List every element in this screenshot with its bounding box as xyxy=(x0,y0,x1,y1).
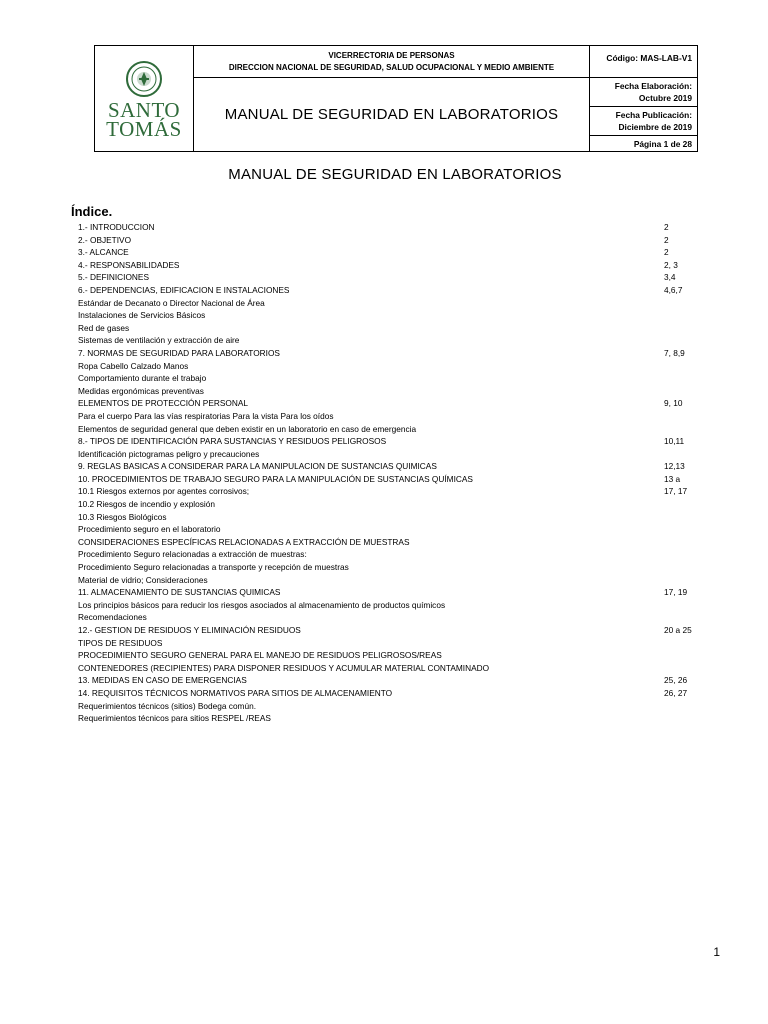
toc-entry-page: 2, 3 xyxy=(664,259,678,270)
toc-entry-title: 13. MEDIDAS EN CASO DE EMERGENCIAS xyxy=(78,675,247,686)
toc-entry xyxy=(78,498,718,511)
toc-entry-page: 3,4 xyxy=(664,272,676,283)
toc-entry xyxy=(78,574,718,587)
toc-entry-page: 2 xyxy=(664,247,669,258)
toc-entry-title: Requerimientos técnicos para sitios RESPEL /REAS xyxy=(78,713,271,724)
toc-entry-page: 2 xyxy=(664,222,669,232)
toc-entry-title: Red de gases xyxy=(78,322,130,333)
toc-entry-title: 10.1 Riesgos externos por agentes corrosivos; xyxy=(78,486,250,497)
toc-entry xyxy=(78,372,718,385)
index-heading: Índice. xyxy=(71,204,113,219)
toc-entry-title: Recomendaciones xyxy=(78,612,147,623)
toc-entry xyxy=(78,687,718,700)
toc-entry xyxy=(78,700,718,713)
seal-icon xyxy=(126,61,162,97)
toc-entry xyxy=(78,448,718,461)
toc-entry xyxy=(78,712,718,725)
toc-entry xyxy=(78,221,718,234)
org-line-2: DIRECCION NACIONAL DE SEGURIDAD, SALUD OCUPACIONAL Y MEDIO AMBIENTE xyxy=(228,62,555,72)
toc-entry-title: 12.- GESTION DE RESIDUOS Y ELIMINACIÓN RESIDUOS xyxy=(78,625,301,635)
document-code: Código: MAS-LAB-V1 xyxy=(606,53,692,63)
toc-entry xyxy=(78,523,718,536)
fecha-elaboracion xyxy=(590,78,697,107)
toc-entry-page: 9, 10 xyxy=(664,398,683,409)
toc-entry xyxy=(78,322,718,335)
document-header xyxy=(94,45,698,152)
table-of-contents xyxy=(78,221,718,725)
toc-entry-title: 4.- RESPONSABILIDADES xyxy=(78,259,180,270)
toc-entry-page: 4,6,7 xyxy=(664,284,683,295)
logo-block xyxy=(95,46,194,152)
toc-entry-title: 14. REQUISITOS TÉCNICOS NORMATIVOS PARA SITIOS DE ALMACENAMIENTO xyxy=(78,687,393,698)
page-count-cell xyxy=(590,136,698,152)
toc-entry xyxy=(78,397,718,410)
toc-entry-title: CONTENEDORES (RECIPIENTES) PARA DISPONER RESIDUOS Y ACUMULAR MATERIAL CONTAMINADO xyxy=(78,662,490,673)
toc-entry-title: Identificación pictogramas peligro y precauciones xyxy=(78,448,260,459)
toc-entry-title: TIPOS DE RESIDUOS xyxy=(78,637,163,648)
toc-entry-title: 2.- OBJETIVO xyxy=(78,234,132,245)
toc-entry xyxy=(78,234,718,247)
toc-entry xyxy=(78,246,718,259)
toc-entry xyxy=(78,662,718,675)
toc-entry-page: 20 a 25 xyxy=(664,625,692,635)
toc-entry xyxy=(78,423,718,436)
toc-entry-title: Medidas ergonómicas preventivas xyxy=(78,385,204,396)
toc-entry-title: Los principios básicos para reducir los riesgos asociados al almacenamiento de productos químicos xyxy=(78,599,446,610)
toc-entry-title: 1.- INTRODUCCION xyxy=(78,222,155,232)
toc-entry-title: Material de vidrio; Consideraciones xyxy=(78,574,208,585)
toc-entry-title: CONSIDERACIONES ESPECÍFICAS RELACIONADAS A EXTRACCIÓN DE MUESTRAS xyxy=(78,536,410,547)
toc-entry-title: 3.- ALCANCE xyxy=(78,247,129,258)
fecha-elaboracion-value: Octubre 2019 xyxy=(638,93,692,103)
toc-entry-title: Instalaciones de Servicios Básicos xyxy=(78,310,206,321)
toc-entry xyxy=(78,536,718,549)
toc-entry xyxy=(78,548,718,561)
toc-entry-title: Procedimiento seguro en el laboratorio xyxy=(78,524,221,535)
toc-entry-title: Elementos de seguridad general que deben existir en un laboratorio en caso de emergencia xyxy=(78,423,417,434)
toc-entry-title: ELEMENTOS DE PROTECCIÓN PERSONAL xyxy=(78,398,248,409)
toc-entry xyxy=(78,637,718,650)
toc-entry-title: 11. ALMACENAMIENTO DE SUSTANCIAS QUIMICAS xyxy=(78,587,281,598)
toc-entry-page: 17, 17 xyxy=(664,486,688,497)
toc-entry-page: 10,11 xyxy=(664,436,685,447)
toc-entry-title: Para el cuerpo Para las vías respiratorias Para la vista Para los oídos xyxy=(78,410,334,421)
toc-entry-title: 7. NORMAS DE SEGURIDAD PARA LABORATORIOS xyxy=(78,347,280,358)
toc-entry xyxy=(78,385,718,398)
toc-entry xyxy=(78,259,718,272)
toc-entry-title: Comportamiento durante el trabajo xyxy=(78,373,207,384)
toc-entry-title: 9. REGLAS BASICAS A CONSIDERAR PARA LA MANIPULACION DE SUSTANCIAS QUIMICAS xyxy=(78,461,437,472)
fecha-publicacion-value: Diciembre de 2019 xyxy=(618,122,692,132)
fecha-publicacion-label: Fecha Publicación: xyxy=(615,110,692,120)
toc-entry xyxy=(78,611,718,624)
toc-entry-page: 26, 27 xyxy=(664,687,688,698)
page-title: MANUAL DE SEGURIDAD EN LABORATORIOS xyxy=(228,166,562,183)
toc-entry-title: 10. PROCEDIMIENTOS DE TRABAJO SEGURO PARA LA MANIPULACIÓN DE SUSTANCIAS QUÍMICAS xyxy=(78,473,473,484)
toc-entry-page: 2 xyxy=(664,234,669,245)
header-title: MANUAL DE SEGURIDAD EN LABORATORIOS xyxy=(224,106,559,123)
toc-entry xyxy=(78,271,718,284)
toc-entry xyxy=(78,460,718,473)
toc-entry xyxy=(78,309,718,322)
logo-line-1: SANTO xyxy=(107,97,181,122)
toc-entry xyxy=(78,360,718,373)
toc-entry-page: 13 a xyxy=(664,473,681,484)
toc-entry-title: PROCEDIMIENTO SEGURO GENERAL PARA EL MANEJO DE RESIDUOS PELIGROSOS/REAS xyxy=(78,650,442,661)
org-line-1: VICERRECTORIA DE PERSONAS xyxy=(328,50,455,60)
fecha-elaboracion-label: Fecha Elaboración: xyxy=(614,81,692,91)
toc-entry-page: 17, 19 xyxy=(664,587,688,598)
toc-entry-title: 5.- DEFINICIONES xyxy=(78,272,149,283)
fecha-publicacion xyxy=(590,107,697,135)
toc-entry xyxy=(78,410,718,423)
toc-entry xyxy=(78,561,718,574)
toc-entry-title: Procedimiento Seguro relacionadas a extracción de muestras: xyxy=(78,549,307,560)
toc-entry-title: 8.- TIPOS DE IDENTIFICACIÓN PARA SUSTANCIAS Y RESIDUOS PELIGROSOS xyxy=(78,436,387,447)
toc-entry xyxy=(78,649,718,662)
page-count: Página 1 de 28 xyxy=(633,138,692,149)
toc-entry-page: 7, 8,9 xyxy=(664,347,685,358)
header-title-cell xyxy=(194,78,590,152)
toc-entry xyxy=(78,624,718,637)
toc-entry xyxy=(78,473,718,486)
toc-entry-title: Requerimientos técnicos (sitios) Bodega común. xyxy=(78,700,257,711)
code-cell xyxy=(590,46,698,78)
logo-line-2: TOMÁS xyxy=(106,116,182,141)
dates-cell xyxy=(590,78,698,136)
toc-entry-title: Ropa Cabello Calzado Manos xyxy=(78,360,189,371)
toc-entry xyxy=(78,511,718,524)
toc-entry-title: 10.2 Riesgos de incendio y explosión xyxy=(78,499,215,510)
toc-entry xyxy=(78,599,718,612)
toc-entry xyxy=(78,485,718,498)
toc-entry xyxy=(78,347,718,360)
toc-entry-title: 10.3 Riesgos Biológicos xyxy=(78,511,167,522)
toc-entry xyxy=(78,674,718,687)
page-number: 1 xyxy=(713,945,720,959)
toc-entry xyxy=(78,334,718,347)
toc-entry-page: 25, 26 xyxy=(664,675,688,686)
toc-entry-title: 6.- DEPENDENCIAS, EDIFICACION E INSTALACIONES xyxy=(78,284,290,295)
toc-entry xyxy=(78,284,718,297)
toc-entry-title: Procedimiento Seguro relacionadas a transporte y recepción de muestras xyxy=(78,562,349,573)
toc-entry xyxy=(78,435,718,448)
toc-entry-title: Sistemas de ventilación y extracción de aire xyxy=(78,335,240,346)
toc-entry-page: 12,13 xyxy=(664,461,685,472)
organization-cell xyxy=(194,46,590,78)
toc-entry xyxy=(78,297,718,310)
toc-entry xyxy=(78,586,718,599)
toc-entry-title: Estándar de Decanato o Director Nacional de Área xyxy=(78,297,265,308)
